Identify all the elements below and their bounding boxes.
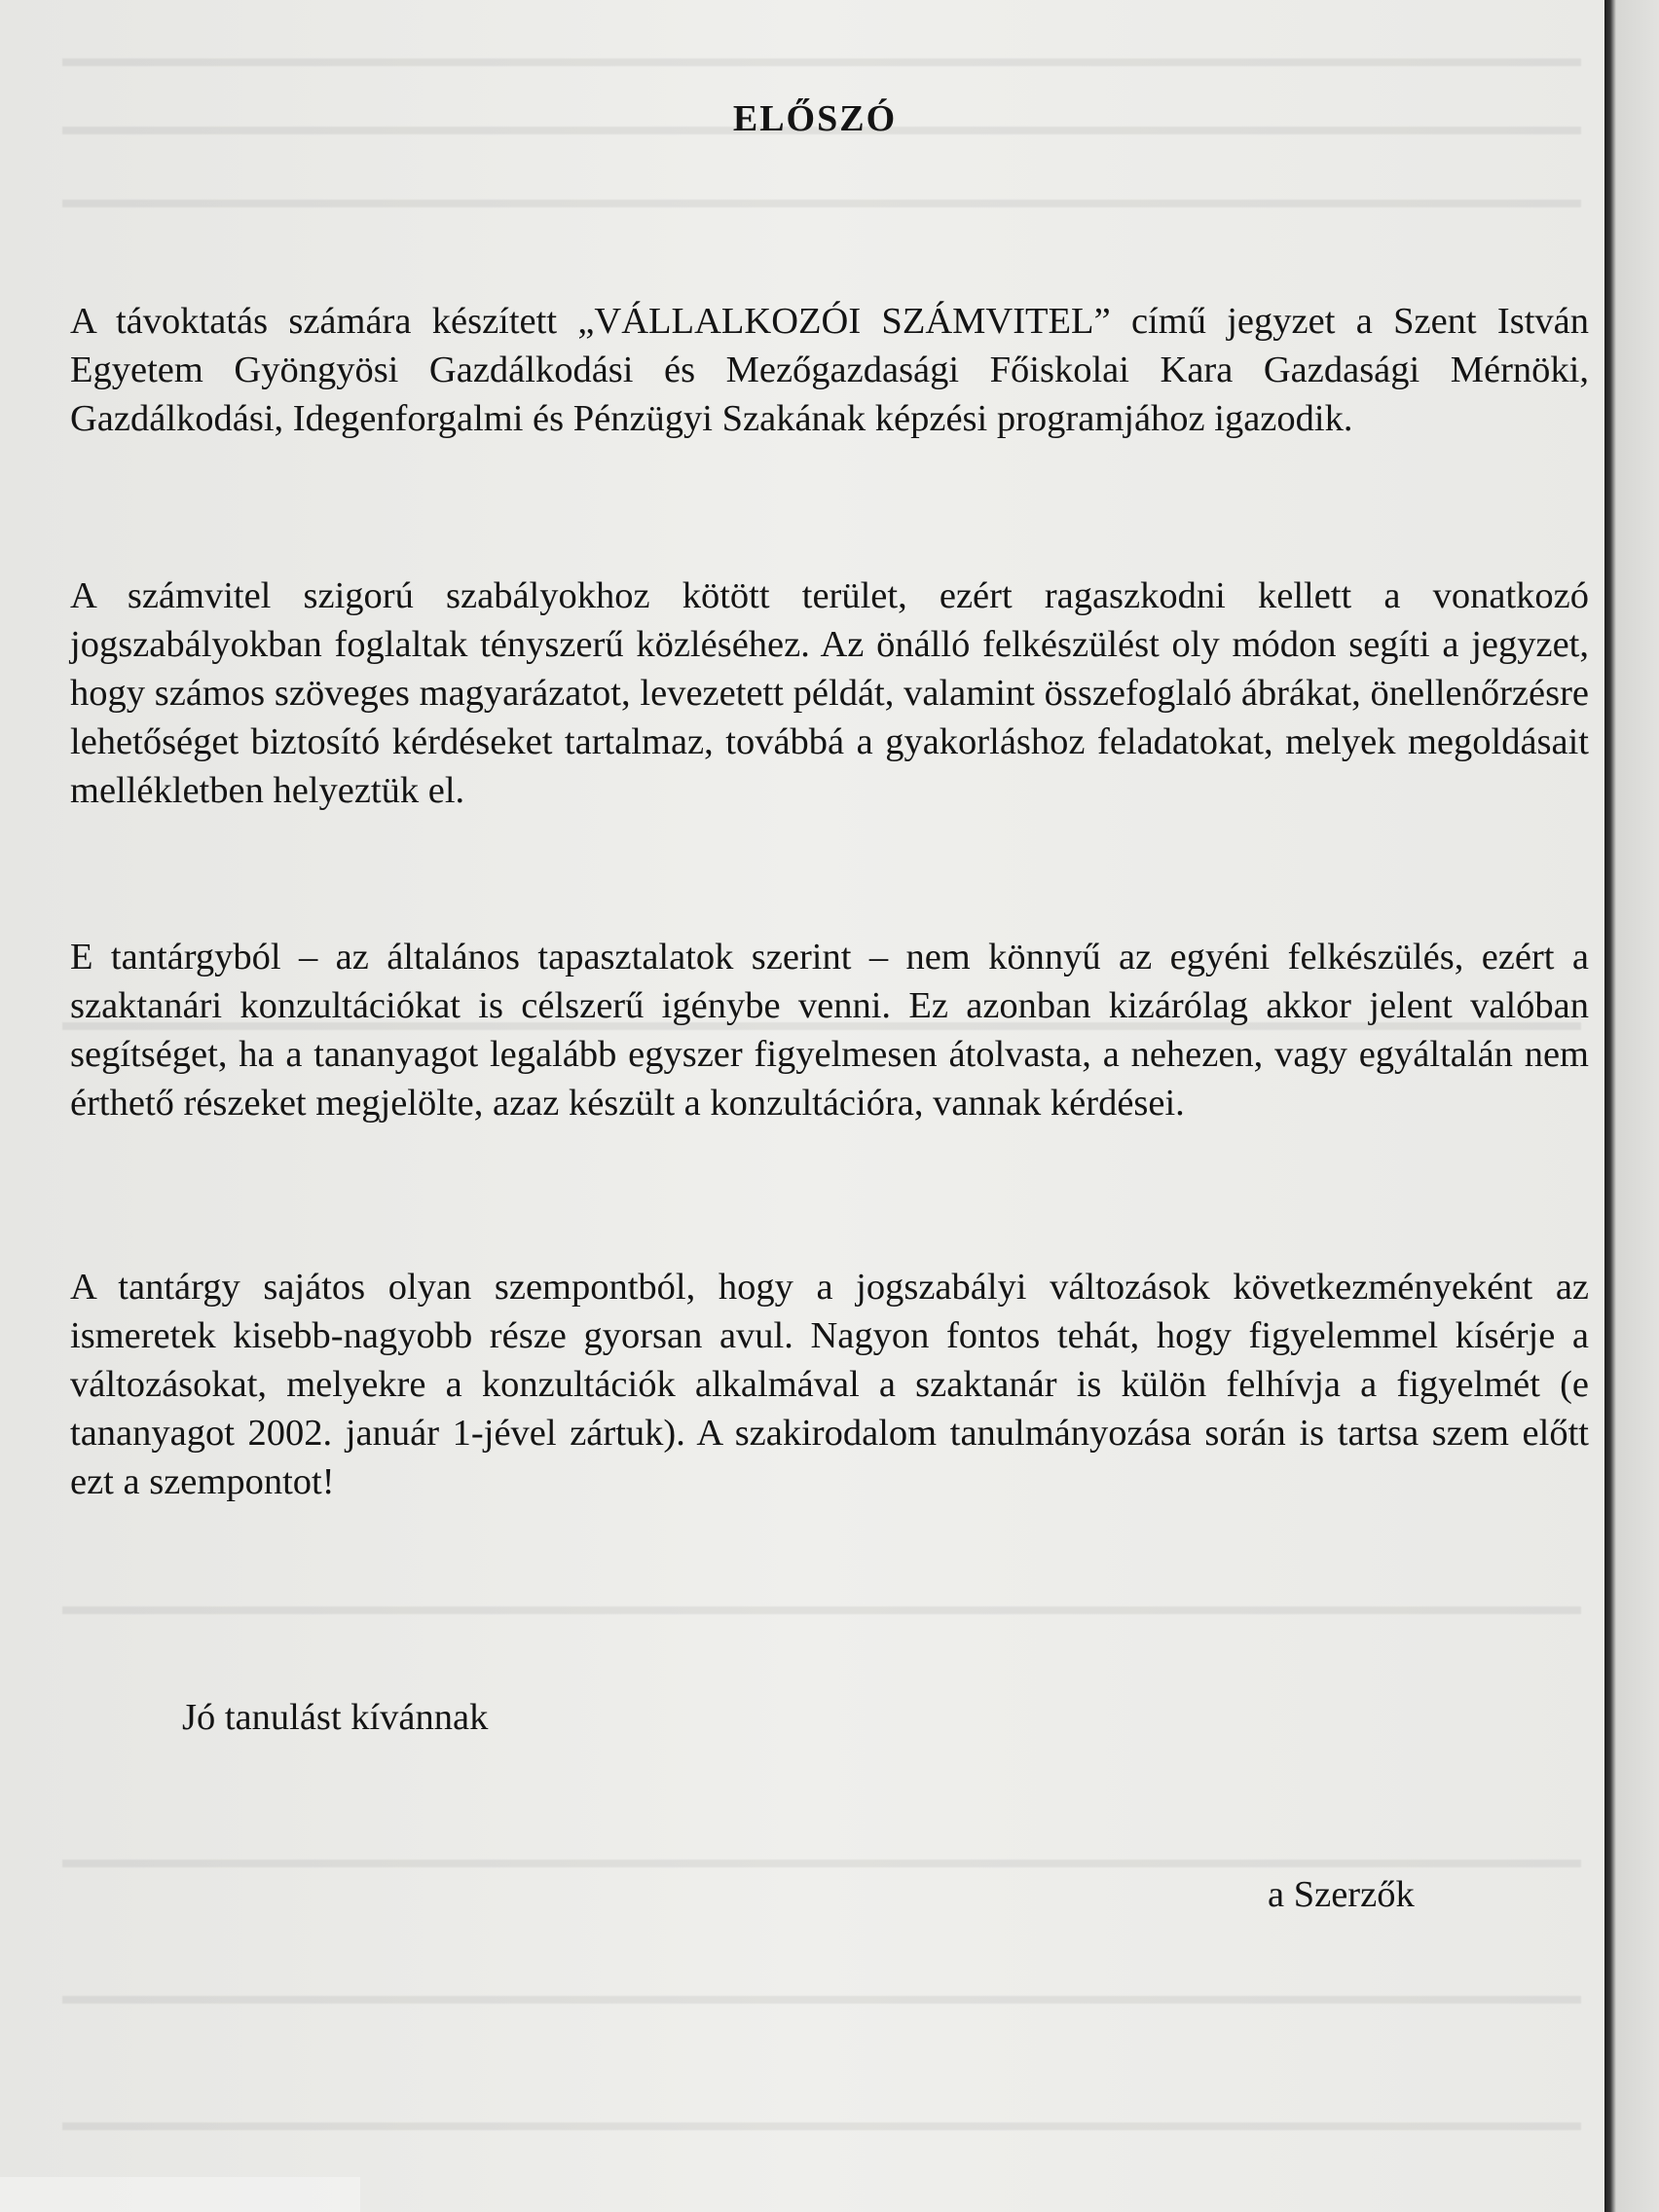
paragraph-rules: A számvitel szigorú szabályokhoz kötött terület, ezért ragaszkodni kellett a vonatkozó jogszabályokban foglaltak tényszerű közléséhez. Az önálló felkészülést oly módon segíti a jegyzet, hogy számos szöveges magyarázatot, levezetett példát, valamint összefoglaló ábrákat, önellenőrzésre lehetőséget biztosító kérdéseket tartalmaz, továbbá a gyakorláshoz feladatokat, melyek megoldásait mellékletben helyeztük el. — [70, 575, 1589, 811]
book-spine-edge — [1604, 0, 1659, 2212]
closing-line: Jó tanulást kívánnak — [182, 1697, 489, 1738]
paragraph-intro: A távoktatás számára készített „VÁLLALKOZÓI SZÁMVITEL” című jegyzet a Szent István Egyetem Gyöngyösi Gazdálkodási és Mezőgazdasági Főiskolai Kara Gazdasági Mérnöki, Gazdálkodási, Idegenforgalmi és Pénzügyi Szakának képzési programjához igazodik. — [70, 301, 1589, 439]
page-title: ELŐSZÓ — [732, 98, 898, 139]
paragraph-consultation: E tantárgyból – az általános tapasztalatok szerint – nem könnyű az egyéni felkészülés, ezért a szaktanári konzultációkat is célszerű igénybe venni. Ez azonban kizárólag akkor jelent valóban segítséget, ha a tananyagot legalább egyszer figyelmesen átolvasta, a nehezen, vagy egyáltalán nem érthető részeket megjelölte, azaz készült a konzultációra, vannak kérdései. — [70, 937, 1589, 1124]
scan-watermark-strip — [0, 2177, 360, 2212]
paragraph-changes: A tantárgy sajátos olyan szempontból, hogy a jogszabályi változások következményeként az ismeretek kisebb-nagyobb része gyorsan avul. Nagyon fontos tehát, hogy figyelemmel kísérje a változásokat, melyekre a konzultációk alkalmával a szaktanár is külön felhívja a figyelmét (e tananyagot 2002. január 1-jével zártuk). A szakirodalom tanulmányozása során is tartsa szem előtt ezt a szempontot! — [70, 1267, 1589, 1502]
signature: a Szerzők — [1268, 1874, 1415, 1915]
